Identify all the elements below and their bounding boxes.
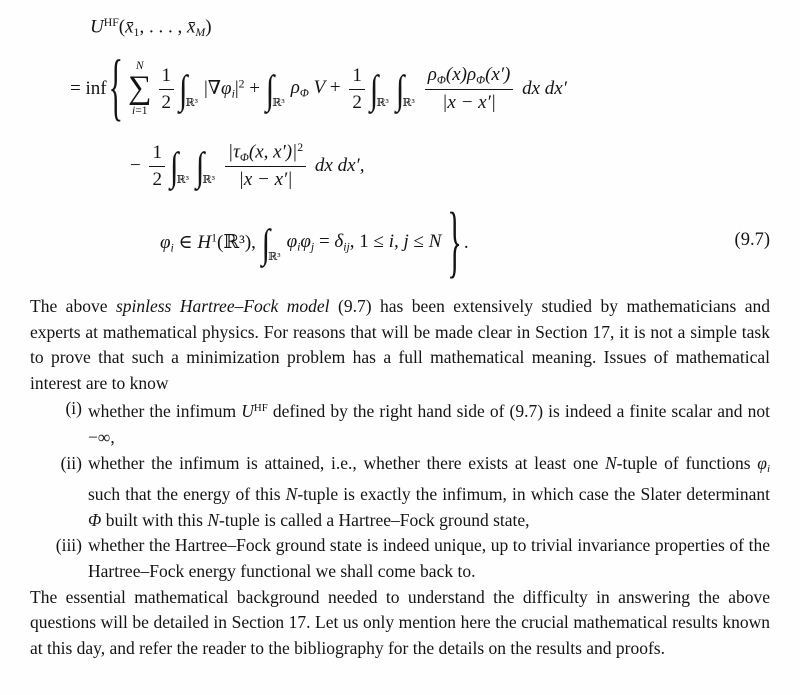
text-segment: ρ <box>466 64 477 86</box>
text-segment: 1 <box>161 64 172 86</box>
text-segment: ℝ³ <box>176 173 189 186</box>
text-segment: ≤ <box>408 231 429 253</box>
text-segment: . <box>463 232 469 253</box>
text-segment: N <box>207 509 219 530</box>
text-segment: |∇ <box>203 77 222 99</box>
math-sum <box>128 60 152 118</box>
text-segment: =1 <box>135 104 148 117</box>
text-segment: whether the infimum is attained, i.e., whether there exists at least one <box>88 452 605 473</box>
text-segment: N <box>428 231 442 253</box>
item-text-i <box>88 401 770 447</box>
text-segment: ℝ³ <box>202 173 215 186</box>
math-fraction <box>349 65 365 114</box>
body-text <box>30 294 770 661</box>
text-segment: U <box>241 401 254 422</box>
paragraph-intro <box>30 294 770 396</box>
math-integral <box>265 66 290 112</box>
text-segment: The above <box>30 296 116 316</box>
text-segment: ℝ³ <box>402 96 415 109</box>
text-segment: N <box>604 452 617 473</box>
text-segment: φ <box>300 231 311 253</box>
text-segment: φ <box>757 452 767 473</box>
integral-domain <box>202 173 214 186</box>
math-text <box>287 231 442 254</box>
sum-sigma-symbol: ∑ <box>127 70 152 107</box>
text-segment: dx dx′ <box>517 78 567 99</box>
integral-domain <box>402 96 414 109</box>
math-fraction <box>149 142 165 191</box>
text-segment: such that the energy of this <box>88 484 286 505</box>
text-segment: i <box>766 462 770 475</box>
curly-brace-close: } <box>447 197 462 287</box>
text-segment: ℝ³ <box>268 250 281 263</box>
integral-symbol: ∫ <box>369 66 379 112</box>
text-segment: ( <box>118 16 126 38</box>
list-item-i <box>30 396 770 450</box>
math-integral <box>261 220 286 266</box>
list-item-iii <box>30 533 770 584</box>
text-segment: -tuple is called a Hartree–Fock ground state, <box>219 509 530 530</box>
text-segment: ρ <box>427 64 437 86</box>
fraction-numerator <box>425 64 514 90</box>
text-segment: N <box>135 60 144 73</box>
text-segment: i <box>170 241 174 255</box>
math-text <box>204 77 265 101</box>
text-segment: φ <box>221 77 232 99</box>
text-segment: Φ <box>88 509 102 530</box>
display-equation <box>30 10 770 287</box>
math-text <box>310 155 364 177</box>
text-segment: 2 <box>152 168 162 190</box>
item-label-i: (i) <box>65 398 82 419</box>
text-segment: 1 <box>211 231 217 245</box>
text-segment: ) <box>205 16 212 38</box>
text-segment: ∈ <box>173 231 198 253</box>
fraction-denominator <box>149 167 165 191</box>
text-segment: 2 <box>238 77 245 91</box>
text-segment: -tuple of functions <box>616 452 758 473</box>
text-segment: built with this <box>101 509 208 530</box>
fraction-numerator <box>149 142 165 167</box>
text-segment: ℝ³ <box>185 96 198 109</box>
text-segment: Φ <box>299 86 309 100</box>
text-segment: = <box>314 231 335 253</box>
integral-symbol: ∫ <box>261 220 271 266</box>
text-segment: + <box>244 77 265 99</box>
text-segment: |x − x′| <box>442 92 496 113</box>
text-segment: M <box>195 25 206 39</box>
text-segment: Φ <box>476 73 486 87</box>
text-segment: − <box>130 155 146 176</box>
text-segment: i <box>132 104 136 117</box>
text-segment: The essential mathematical background needed to understand the difficulty in answering the above questions will be detailed in Section 17. Let us only mention here the crucial mathematical results known at this day, and refer the reader to the bibliography for the details on the results and proofs. <box>30 586 770 658</box>
list-item-ii <box>30 451 770 534</box>
text-segment: |x − x′| <box>238 169 293 191</box>
curly-brace-open: { <box>108 46 123 129</box>
equation-line-4-row <box>30 197 770 287</box>
text-segment: V <box>308 77 326 99</box>
text-segment: 1 <box>152 141 162 163</box>
math-text <box>90 16 212 40</box>
text-segment: ℝ³ <box>376 96 389 109</box>
text-segment: Φ <box>239 150 249 164</box>
sum-lower-limit <box>132 105 147 118</box>
math-fraction <box>159 65 175 114</box>
text-segment: |τ <box>227 141 240 163</box>
text-segment: whether the Hartree–Fock ground state is indeed unique, up to trivial invariance properties of the Hartree–Fock energy functional we shall come back to. <box>88 535 770 581</box>
text-segment: HF <box>103 16 119 30</box>
text-segment: (ℝ³), <box>217 231 261 253</box>
text-segment: ij <box>343 240 350 254</box>
text-segment: whether the infimum <box>88 401 242 422</box>
text-segment: N <box>285 484 298 505</box>
item-text-ii <box>88 453 770 530</box>
math-text <box>160 231 261 255</box>
text-segment: | <box>234 77 239 99</box>
text-segment: x̄ <box>125 16 134 38</box>
fraction-denominator <box>439 90 499 114</box>
text-segment: φ <box>286 231 298 253</box>
fraction-numerator <box>349 65 365 90</box>
text-segment: (x, x′)| <box>248 141 298 163</box>
math-integral <box>179 66 203 112</box>
text-segment: 1 <box>352 64 362 86</box>
text-segment: HF <box>253 402 268 415</box>
integral-domain <box>268 250 280 263</box>
integral-symbol: ∫ <box>179 66 188 112</box>
math-integral <box>169 143 194 189</box>
math-text <box>130 155 145 177</box>
text-segment: ℝ³ <box>272 96 285 109</box>
fraction-denominator <box>236 167 296 191</box>
item-text-iii <box>88 535 770 581</box>
fraction-numerator <box>159 65 175 90</box>
equation-line-1 <box>90 10 770 46</box>
item-label-ii: (ii) <box>60 452 82 473</box>
text-segment: i, j <box>388 231 409 253</box>
text-segment: (x′) <box>485 64 511 86</box>
text-segment: defined by the right hand side of (9.7) is indeed a finite scalar and not −∞, <box>88 401 770 447</box>
text-segment: x̄ <box>186 16 196 38</box>
integral-symbol: ∫ <box>195 143 205 189</box>
equation-line-3 <box>130 134 770 198</box>
fraction-denominator <box>349 90 365 114</box>
paragraph-closing <box>30 585 770 662</box>
text-segment: + <box>325 77 346 99</box>
text-segment: H <box>197 231 212 253</box>
text-segment: , . . . , <box>139 16 187 38</box>
equation-line-4 <box>160 197 770 287</box>
text-segment: U <box>90 16 104 38</box>
fraction-numerator <box>225 141 306 167</box>
fraction-denominator <box>159 90 175 114</box>
math-text <box>517 78 567 100</box>
text-segment: 2 <box>352 91 362 113</box>
text-segment: φ <box>160 231 171 253</box>
integral-symbol: ∫ <box>265 66 275 112</box>
integral-domain <box>176 173 188 186</box>
integral-domain <box>272 96 284 109</box>
text-segment: = inf <box>70 78 107 99</box>
equation-line-2 <box>70 46 770 129</box>
text-segment: i <box>231 87 235 101</box>
math-fraction <box>425 64 514 114</box>
integral-domain <box>376 96 388 109</box>
item-label-iii: (iii) <box>55 535 82 556</box>
math-text <box>70 78 107 100</box>
integral-domain <box>186 96 198 109</box>
text-segment: ρ <box>290 77 300 99</box>
math-text <box>291 77 346 100</box>
text-segment: 2 <box>161 91 172 113</box>
text-segment: Φ <box>436 73 446 87</box>
integral-symbol: ∫ <box>395 66 405 112</box>
text-segment: 2 <box>297 140 304 154</box>
text-segment: , 1 ≤ <box>349 231 389 253</box>
text-segment: 1 <box>133 25 140 39</box>
text-segment: spinless Hartree–Fock model <box>115 296 330 316</box>
text-segment: (9.7) has been extensively studied by mathematicians and experts at mathematical physics. For reasons that will be made clear in Section 17, it is not a simple task to prove that such a minimization problem has a full mathematical meaning. Issues of mathematical interest are to know <box>30 296 771 393</box>
text-segment: dx dx′, <box>310 155 365 176</box>
text-segment: (x) <box>445 64 467 86</box>
equation-number: (9.7) <box>734 230 770 250</box>
math-fraction <box>225 141 306 191</box>
math-integral <box>195 143 220 189</box>
text-segment: -tuple is exactly the infimum, in which case the Slater determinant <box>297 484 770 505</box>
text-segment: j <box>310 240 315 254</box>
text-segment: δ <box>334 231 344 253</box>
integral-symbol: ∫ <box>169 143 179 189</box>
math-text <box>464 232 469 254</box>
text-segment: i <box>297 240 301 254</box>
math-integral <box>395 66 420 112</box>
math-integral <box>369 66 394 112</box>
